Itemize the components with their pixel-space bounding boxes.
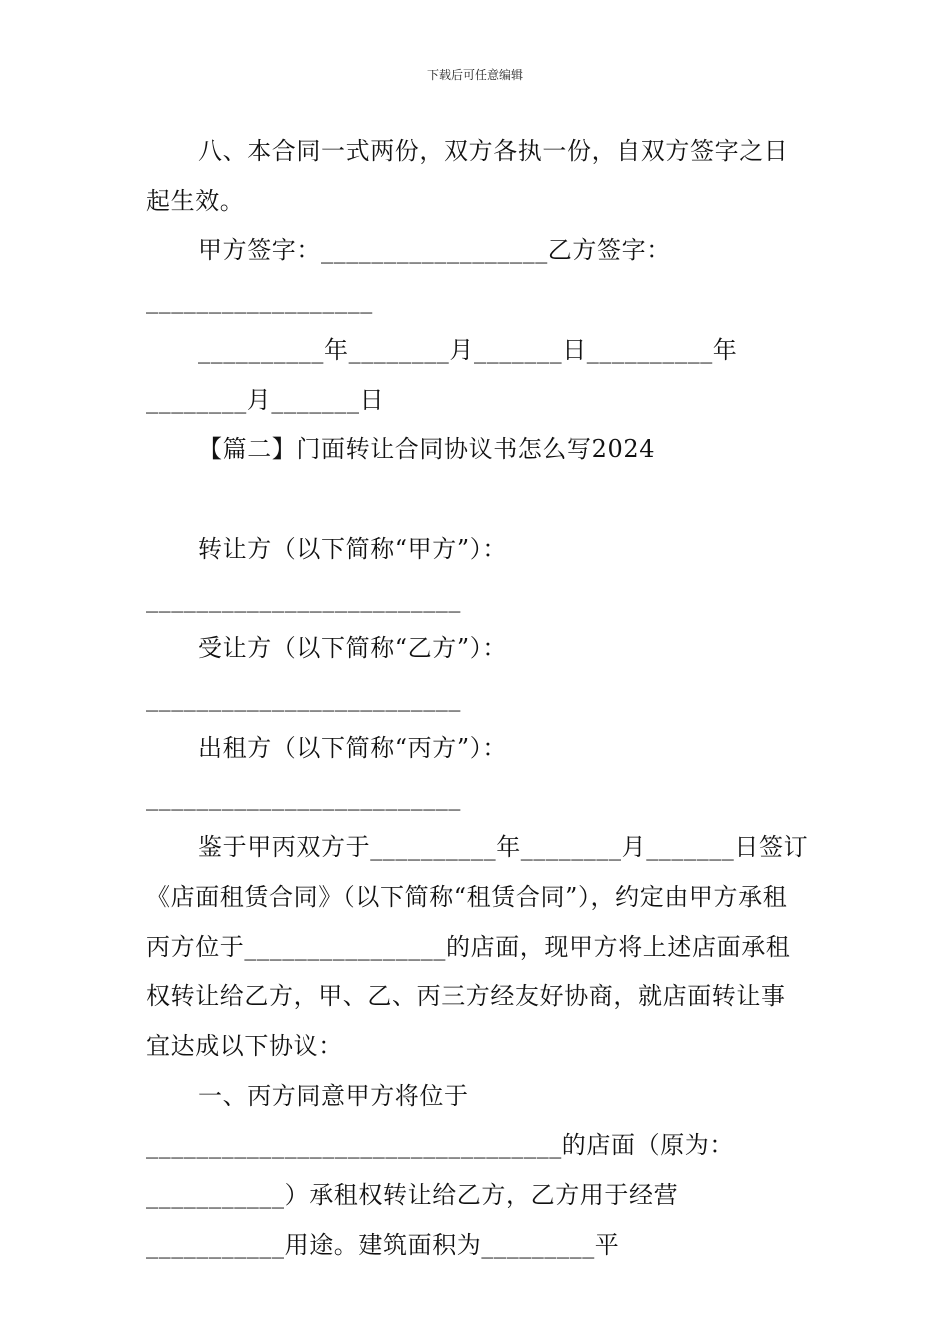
recital-paragraph: 鉴于甲丙双方于__________年________月_______日签订《店面租赁合同》（以下简称“租赁合同”），约定由甲方承租丙方位于________________的店面，现甲方将上述店面承租权转让给乙方，甲、乙、丙三方经友好协商，就店面转让事宜达成以下协议： [146,833,809,1060]
spacer [146,475,810,525]
clause-eight: 八、本合同一式两份，双方各执一份，自双方签字之日起生效。 [146,137,789,215]
party-transferor: 转让方（以下简称“甲方”）：_________________________ [146,534,507,613]
date-line: __________年________月_______日__________年________月_______日 [146,335,738,414]
section-title: 【篇二】门面转让合同协议书怎么写2024 [198,435,656,464]
party-transferee: 受让方（以下简称“乙方”）：_________________________ [146,634,507,713]
party-lessor: 出租方（以下简称“丙方”）：_________________________ [146,733,507,812]
clause-one: 一、丙方同意甲方将位于_________________________________的店面（原为：___________）承租权转让给乙方，乙方用于经营___________用途。建筑面积为_________平 [146,1081,734,1259]
document-body [146,127,810,1270]
signature-line: 甲方签字：__________________乙方签字：__________________ [146,236,671,315]
page-header-note: 下载后可任意编辑 [426,68,523,82]
